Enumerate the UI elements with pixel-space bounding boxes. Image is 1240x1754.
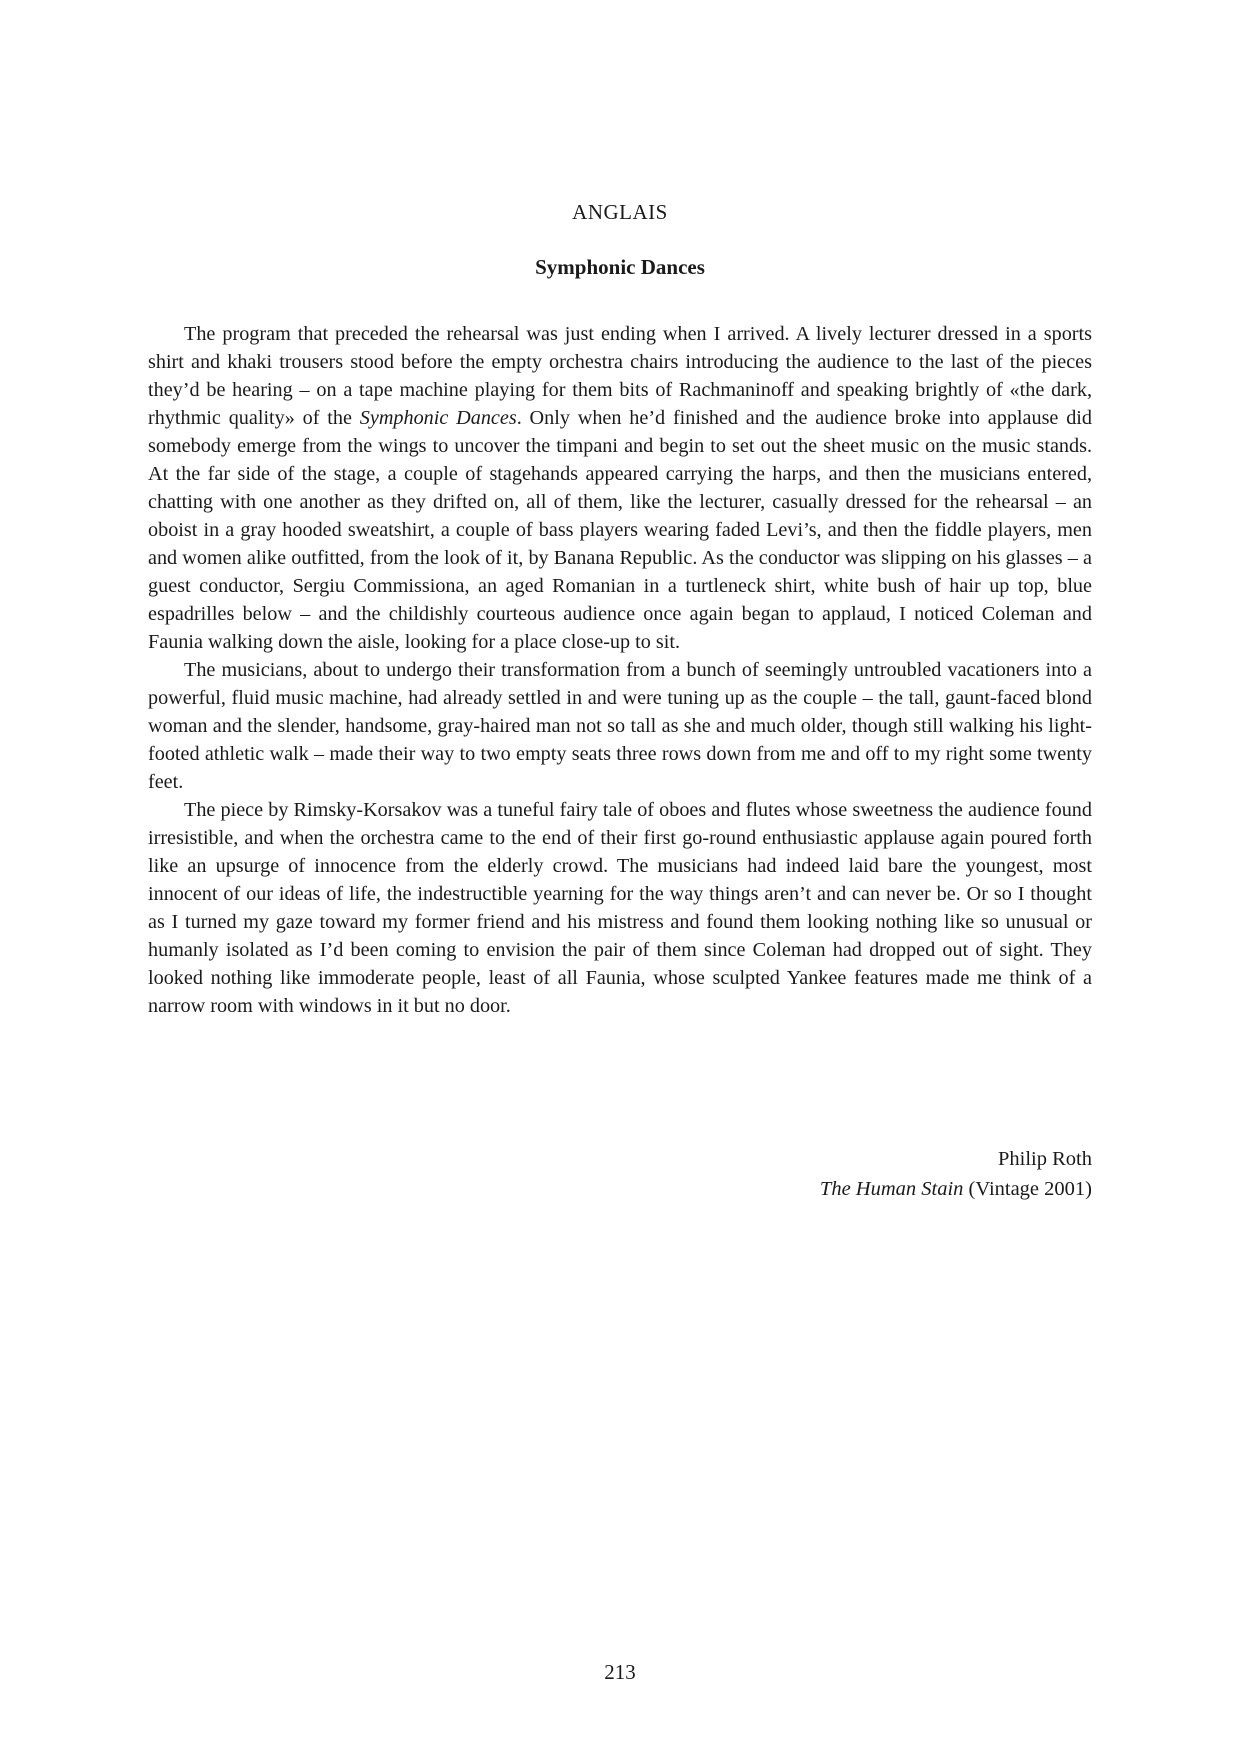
book-title: The Human Stain bbox=[819, 1178, 964, 1200]
paragraph-1-italic-title: Symphonic Dances bbox=[359, 407, 517, 429]
source-line bbox=[820, 1174, 1092, 1204]
section-label: ANGLAIS bbox=[572, 200, 668, 224]
passage-body bbox=[148, 320, 1092, 1020]
paragraph-1 bbox=[148, 320, 1092, 656]
attribution bbox=[820, 1144, 1092, 1204]
paragraph-1-text-a: The program that preceded the rehearsal was just ending when I arrived. A lively lecturer dressed in a sports shirt and khaki trousers stood before the empty orchestra chairs introducing the audience to the last of the pieces they’d be hearing – on a tape machine playing for them bits of Rachmaninoff and speaking brightly of «the dark, rhythmic quality» of the bbox=[148, 323, 1092, 429]
page-number: 213 bbox=[604, 1660, 636, 1684]
paragraph-2: The musicians, about to undergo their transformation from a bunch of seemingly untroubled vacationers into a powerful, fluid music machine, had already settled in and were tuning up as the couple – the tall, gaunt-faced blond woman and the slender, handsome, gray-haired man not so tall as she and much older, though still walking his light-footed athletic walk – made their way to two empty seats three rows down from me and off to my right some twenty feet. bbox=[148, 659, 1092, 793]
edition-info: (Vintage 2001) bbox=[963, 1178, 1092, 1200]
paragraph-3: The piece by Rimsky-Korsakov was a tuneful fairy tale of oboes and flutes whose sweetness the audience found irresistible, and when the orchestra came to the end of their first go-round enthusiastic applause again poured forth like an upsurge of innocence from the elderly crowd. The musicians had indeed laid bare the youngest, most innocent of our ideas of life, the indestructible yearning for the way things aren’t and can never be. Or so I thought as I turned my gaze toward my former friend and his mistress and found them looking nothing like so unusual or humanly isolated as I’d been coming to envision the pair of them since Coleman had dropped out of sight. They looked nothing like immoderate people, least of all Faunia, whose sculpted Yankee features made me think of a narrow room with windows in it but no door. bbox=[148, 799, 1092, 1017]
page-title: Symphonic Dances bbox=[535, 255, 705, 279]
author-name: Philip Roth bbox=[998, 1148, 1092, 1170]
paragraph-1-text-b: . Only when he’d finished and the audience broke into applause did somebody emerge from the wings to uncover the timpani and begin to set out the sheet music on the music stands. At the far side of the stage, a couple of stagehands appeared carrying the harps, and then the musicians entered, chatting with one another as they drifted on, all of them, like the lecturer, casually dressed for the rehearsal – an oboist in a gray hooded sweatshirt, a couple of bass players wearing faded Levi’s, and then the fiddle players, men and women alike outfitted, from the look of it, by Banana Republic. As the conductor was slipping on his glasses – a guest conductor, Sergiu Commissiona, an aged Romanian in a turtleneck shirt, white bush of hair up top, blue espadrilles below – and the childishly courteous audience once again began to applaud, I noticed Coleman and Faunia walking down the aisle, looking for a place close-up to sit. bbox=[148, 407, 1092, 653]
